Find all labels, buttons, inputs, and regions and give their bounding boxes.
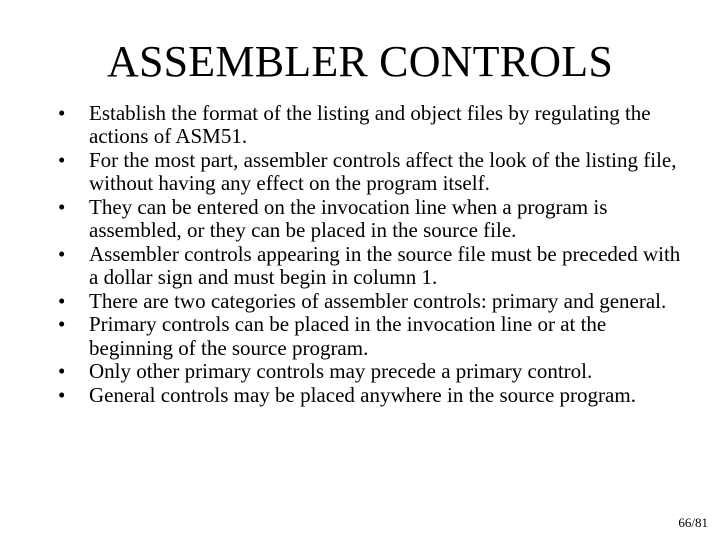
bullet-item <box>58 290 688 313</box>
bullet-text: Only other primary controls may precede a primary control. <box>89 359 593 384</box>
bullet-item <box>58 102 688 148</box>
bullet-dot-icon: • <box>58 194 66 219</box>
bullet-dot-icon: • <box>58 288 66 313</box>
bullet-text: For the most part, assembler controls affect the look of the listing file, without having any effect on the program itself. <box>89 147 677 196</box>
bullet-item <box>58 243 688 289</box>
bullet-item <box>58 196 688 242</box>
bullet-dot-icon: • <box>58 312 66 337</box>
bullet-item <box>58 313 688 359</box>
bullet-text: There are two categories of assembler controls: primary and general. <box>89 288 667 313</box>
bullet-dot-icon: • <box>58 241 66 266</box>
bullet-text: Establish the format of the listing and object files by regulating the actions of ASM51. <box>89 101 651 149</box>
bullet-text: Primary controls can be placed in the invocation line or at the beginning of the source program. <box>89 312 607 360</box>
slide-title: ASSEMBLER CONTROLS <box>106 37 613 86</box>
bullet-item <box>58 384 688 407</box>
bullet-list <box>58 102 688 408</box>
bullet-dot-icon: • <box>58 382 66 407</box>
bullet-text: They can be entered on the invocation line when a program is assembled, or they can be placed in the source file. <box>89 194 608 243</box>
bullet-dot-icon: • <box>58 101 66 125</box>
bullet-text: Assembler controls appearing in the source file must be preceded with a dollar sign and must begin in column 1. <box>89 241 681 289</box>
bullet-dot-icon: • <box>58 147 66 172</box>
bullet-item <box>58 360 688 383</box>
page-number: 66/81 <box>678 515 708 530</box>
bullet-dot-icon: • <box>58 359 66 384</box>
bullet-text: General controls may be placed anywhere in the source program. <box>89 382 636 407</box>
bullet-item <box>58 149 688 195</box>
